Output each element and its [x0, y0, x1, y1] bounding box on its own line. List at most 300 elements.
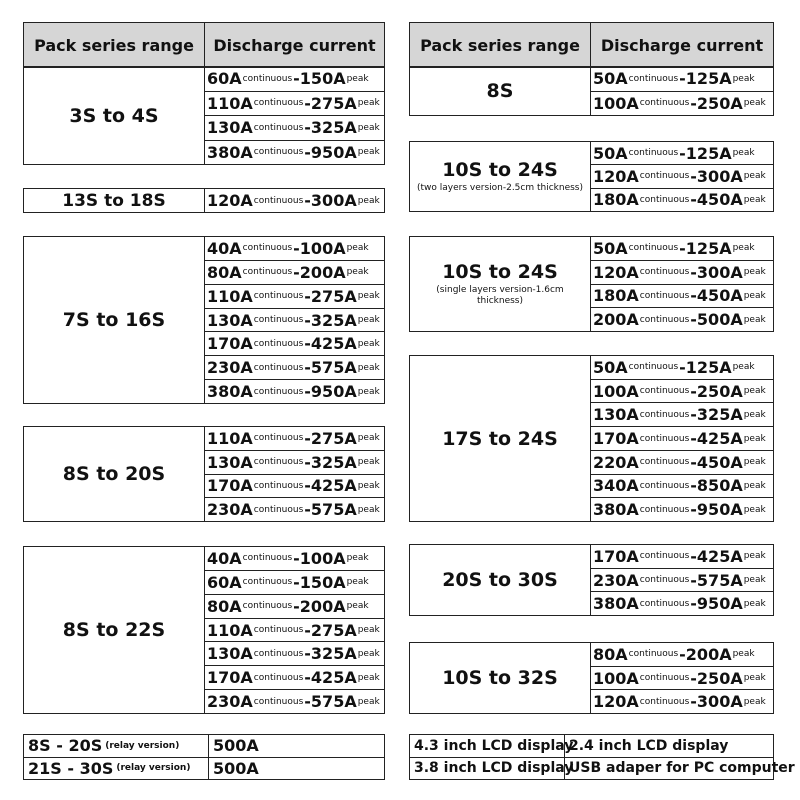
continuous-value: 100A	[593, 381, 639, 401]
dash: -	[304, 500, 311, 520]
relay-name-cell	[24, 758, 209, 780]
discharge-row	[205, 309, 384, 333]
discharge-row	[591, 237, 773, 261]
peak-label: peak	[357, 98, 380, 109]
continuous-label: continuous	[253, 147, 304, 158]
left-table-header	[23, 22, 385, 68]
discharge-row	[591, 690, 773, 713]
relay-row	[24, 758, 384, 780]
pack-series-note: (single layers version-1.6cm thickness)	[436, 285, 564, 306]
discharge-values	[591, 237, 773, 331]
peak-value: 125A	[685, 143, 732, 163]
dash: -	[690, 452, 697, 472]
left-group-3	[23, 236, 385, 404]
dash: -	[690, 381, 697, 401]
continuous-value: 80A	[207, 596, 242, 616]
discharge-row	[205, 261, 384, 285]
peak-value: 100A	[299, 238, 346, 258]
peak-label: peak	[357, 696, 380, 707]
dash: -	[690, 310, 697, 330]
dash: -	[304, 191, 311, 210]
left-group-5	[23, 546, 385, 714]
pack-series-cell	[24, 427, 205, 521]
peak-value: 150A	[299, 69, 346, 89]
peak-value: 275A	[310, 93, 357, 113]
pack-series-cell	[410, 237, 591, 331]
continuous-value: 50A	[593, 238, 628, 258]
dash: -	[304, 93, 311, 113]
relay-value: 500A	[213, 758, 259, 778]
discharge-values	[205, 67, 384, 164]
discharge-row	[205, 451, 384, 475]
continuous-label: continuous	[639, 314, 690, 325]
continuous-label: continuous	[242, 601, 293, 612]
peak-label: peak	[743, 551, 766, 562]
accessory-cell: 4.3 inch LCD display	[410, 735, 565, 757]
relay-note: (relay version)	[105, 740, 180, 751]
peak-value: 575A	[696, 570, 743, 590]
dash: -	[690, 166, 697, 186]
continuous-label: continuous	[628, 73, 679, 84]
continuous-value: 180A	[593, 190, 639, 210]
discharge-row	[205, 498, 384, 521]
peak-label: peak	[743, 290, 766, 301]
discharge-row	[205, 690, 384, 713]
discharge-row	[591, 67, 773, 92]
continuous-label: continuous	[639, 386, 690, 397]
discharge-row	[591, 451, 773, 475]
continuous-label: continuous	[242, 73, 293, 84]
pack-series-label: 13S to 18S	[62, 190, 166, 211]
continuous-label: continuous	[253, 338, 304, 349]
continuous-label: continuous	[639, 551, 690, 562]
discharge-row	[205, 475, 384, 499]
discharge-row	[205, 595, 384, 619]
dash: -	[679, 238, 686, 258]
right-group-2	[409, 141, 774, 212]
peak-value: 425A	[310, 476, 357, 496]
peak-value: 250A	[696, 93, 743, 113]
peak-label: peak	[743, 98, 766, 109]
continuous-value: 230A	[593, 570, 639, 590]
continuous-label: continuous	[253, 362, 304, 373]
dash: -	[690, 668, 697, 688]
peak-value: 300A	[696, 166, 743, 186]
peak-label: peak	[743, 673, 766, 683]
peak-value: 275A	[310, 620, 357, 640]
continuous-value: 120A	[593, 166, 639, 186]
discharge-row	[591, 403, 773, 427]
continuous-value: 110A	[207, 286, 253, 306]
dash: -	[690, 546, 697, 566]
dash: -	[293, 548, 300, 568]
continuous-label: continuous	[639, 194, 690, 205]
peak-value: 850A	[696, 476, 743, 496]
dash: -	[304, 358, 311, 378]
continuous-value: 170A	[207, 476, 253, 496]
relay-name-cell	[24, 735, 209, 757]
continuous-value: 130A	[207, 452, 253, 472]
continuous-value: 40A	[207, 238, 242, 258]
peak-value: 300A	[696, 262, 743, 282]
peak-label: peak	[357, 457, 380, 468]
continuous-value: 380A	[593, 500, 639, 520]
continuous-value: 170A	[207, 334, 253, 354]
peak-label: peak	[743, 267, 766, 278]
peak-value: 125A	[685, 357, 732, 377]
dash: -	[304, 118, 311, 138]
continuous-value: 220A	[593, 452, 639, 472]
relay-table	[23, 734, 385, 780]
peak-label: peak	[743, 386, 766, 397]
peak-value: 325A	[310, 452, 357, 472]
discharge-row	[591, 92, 773, 116]
relay-name: 8S - 20S	[28, 736, 103, 756]
continuous-value: 120A	[593, 692, 639, 712]
discharge-row	[591, 308, 773, 331]
discharge-row	[205, 356, 384, 380]
continuous-value: 380A	[207, 382, 253, 402]
pack-series-cell	[24, 189, 205, 212]
peak-label: peak	[357, 648, 380, 659]
dash: -	[690, 692, 697, 712]
peak-label: peak	[346, 73, 369, 84]
discharge-row	[205, 67, 384, 92]
discharge-values	[591, 67, 773, 115]
peak-label: peak	[743, 194, 766, 205]
continuous-label: continuous	[253, 122, 304, 133]
peak-label: peak	[346, 267, 369, 278]
left-group-2	[23, 188, 385, 213]
continuous-label: continuous	[639, 673, 690, 683]
continuous-label: continuous	[628, 148, 679, 159]
discharge-row	[205, 380, 384, 403]
continuous-label: continuous	[242, 577, 293, 588]
peak-value: 200A	[685, 644, 732, 664]
peak-value: 100A	[299, 548, 346, 568]
accessory-row	[410, 758, 795, 780]
dash: -	[304, 644, 311, 664]
peak-value: 450A	[696, 286, 743, 306]
peak-value: 500A	[696, 310, 743, 330]
accessory-cell: 2.4 inch LCD display	[569, 737, 729, 754]
peak-label: peak	[357, 386, 380, 397]
peak-label: peak	[732, 362, 755, 373]
continuous-value: 380A	[593, 594, 639, 614]
continuous-value: 230A	[207, 692, 253, 712]
peak-label: peak	[357, 291, 380, 302]
continuous-label: continuous	[639, 575, 690, 585]
dash: -	[690, 429, 697, 449]
right-header-discharge: Discharge current	[600, 35, 764, 55]
pack-series-cell	[410, 643, 591, 713]
dash: -	[293, 238, 300, 258]
discharge-row	[205, 547, 384, 571]
dash: -	[304, 620, 311, 640]
peak-value: 950A	[696, 594, 743, 614]
right-group-5	[409, 544, 774, 616]
peak-label: peak	[743, 409, 766, 420]
peak-value: 950A	[310, 382, 357, 402]
peak-label: peak	[346, 553, 369, 564]
continuous-label: continuous	[242, 243, 293, 254]
continuous-label: continuous	[628, 362, 679, 373]
right-group-6	[409, 642, 774, 714]
pack-series-label: 20S to 30S	[442, 569, 558, 591]
relay-row	[24, 735, 384, 758]
discharge-row	[591, 592, 773, 615]
discharge-row	[591, 165, 773, 188]
continuous-label: continuous	[628, 243, 679, 254]
peak-value: 275A	[310, 428, 357, 448]
discharge-row	[591, 380, 773, 404]
continuous-label: continuous	[253, 291, 304, 302]
peak-value: 325A	[310, 644, 357, 664]
pack-series-label: 10S to 32S	[442, 667, 558, 689]
discharge-row	[591, 498, 773, 521]
peak-label: peak	[743, 457, 766, 468]
continuous-label: continuous	[639, 433, 690, 444]
peak-value: 325A	[310, 118, 357, 138]
continuous-label: continuous	[253, 480, 304, 491]
right-group-1	[409, 66, 774, 116]
pack-series-cell	[410, 545, 591, 615]
dash: -	[304, 452, 311, 472]
dash: -	[679, 69, 686, 89]
discharge-row	[591, 356, 773, 380]
peak-label: peak	[732, 649, 755, 660]
dash: -	[690, 594, 697, 614]
continuous-value: 230A	[207, 500, 253, 520]
discharge-row	[591, 569, 773, 593]
peak-label: peak	[357, 195, 380, 206]
continuous-value: 110A	[207, 620, 253, 640]
right-group-4	[409, 355, 774, 522]
pack-series-note: (two layers version-2.5cm thickness)	[416, 183, 584, 193]
dash: -	[690, 570, 697, 590]
discharge-row	[591, 427, 773, 451]
continuous-value: 100A	[593, 668, 639, 688]
pack-series-cell	[410, 142, 591, 211]
right-header-pack-series: Pack series range	[410, 23, 591, 67]
peak-label: peak	[743, 480, 766, 491]
peak-value: 450A	[696, 452, 743, 472]
peak-label: peak	[357, 504, 380, 515]
discharge-row	[591, 643, 773, 667]
peak-value: 200A	[299, 262, 346, 282]
continuous-value: 110A	[207, 428, 253, 448]
continuous-label: continuous	[639, 696, 690, 707]
continuous-label: continuous	[253, 696, 304, 707]
continuous-value: 130A	[207, 310, 253, 330]
dash: -	[679, 644, 686, 664]
continuous-value: 100A	[593, 93, 639, 113]
right-table-header	[409, 22, 774, 68]
discharge-row	[591, 475, 773, 499]
continuous-label: continuous	[253, 386, 304, 397]
peak-value: 325A	[696, 405, 743, 425]
dash: -	[304, 428, 311, 448]
peak-label: peak	[357, 625, 380, 635]
peak-label: peak	[357, 480, 380, 491]
peak-value: 575A	[310, 358, 357, 378]
accessory-cell: 3.8 inch LCD display	[410, 758, 565, 780]
dash: -	[690, 405, 697, 425]
pack-series-cell	[410, 67, 591, 115]
continuous-value: 120A	[593, 262, 639, 282]
peak-label: peak	[732, 148, 755, 159]
discharge-values	[205, 427, 384, 521]
discharge-values	[591, 643, 773, 713]
dash: -	[293, 572, 300, 592]
pack-series-label: 17S to 24S	[442, 427, 558, 450]
peak-value: 575A	[310, 500, 357, 520]
peak-label: peak	[743, 696, 766, 707]
discharge-row	[205, 285, 384, 309]
peak-value: 250A	[696, 668, 743, 688]
discharge-row	[205, 189, 384, 212]
right-group-3	[409, 236, 774, 332]
pack-series-label: 10S to 24S	[442, 159, 558, 181]
pack-series-label: 8S to 22S	[62, 619, 166, 641]
discharge-row	[591, 667, 773, 691]
peak-value: 425A	[696, 546, 743, 566]
continuous-value: 380A	[207, 142, 253, 162]
continuous-value: 340A	[593, 476, 639, 496]
peak-label: peak	[357, 147, 380, 158]
discharge-row	[205, 427, 384, 451]
continuous-value: 230A	[207, 358, 253, 378]
continuous-value: 60A	[207, 572, 242, 592]
pack-series-label: 8S	[486, 80, 514, 102]
peak-value: 325A	[310, 310, 357, 330]
continuous-label: continuous	[253, 672, 304, 683]
left-header-pack-series: Pack series range	[24, 23, 205, 67]
pack-series-cell	[24, 67, 205, 164]
discharge-row	[205, 642, 384, 666]
left-header-discharge: Discharge current	[213, 35, 376, 55]
continuous-value: 170A	[593, 546, 639, 566]
continuous-label: continuous	[639, 504, 690, 515]
peak-value: 300A	[310, 191, 357, 210]
peak-value: 425A	[696, 429, 743, 449]
peak-label: peak	[732, 243, 755, 254]
peak-value: 950A	[696, 500, 743, 520]
pack-series-label: 7S to 16S	[62, 309, 166, 331]
peak-label: peak	[346, 243, 369, 254]
continuous-label: continuous	[639, 457, 690, 468]
dash: -	[304, 382, 311, 402]
discharge-row	[205, 92, 384, 117]
continuous-value: 110A	[207, 93, 253, 113]
peak-value: 300A	[696, 692, 743, 712]
continuous-label: continuous	[639, 598, 690, 609]
dash: -	[304, 692, 311, 712]
peak-label: peak	[743, 504, 766, 515]
continuous-label: continuous	[253, 504, 304, 515]
accessory-row	[410, 735, 773, 758]
peak-value: 450A	[696, 190, 743, 210]
continuous-value: 130A	[593, 405, 639, 425]
discharge-values	[205, 237, 384, 403]
discharge-values	[591, 142, 773, 211]
discharge-row	[205, 141, 384, 165]
peak-label: peak	[743, 171, 766, 182]
discharge-values	[205, 189, 384, 212]
peak-value: 950A	[310, 142, 357, 162]
dash: -	[293, 262, 300, 282]
pack-series-label: 8S to 20S	[62, 463, 166, 485]
discharge-row	[205, 666, 384, 690]
continuous-value: 130A	[207, 118, 253, 138]
continuous-value: 80A	[207, 262, 242, 282]
continuous-label: continuous	[253, 195, 304, 206]
peak-label: peak	[743, 314, 766, 325]
continuous-label: continuous	[639, 98, 690, 109]
pack-series-cell	[24, 237, 205, 403]
peak-label: peak	[743, 575, 766, 585]
continuous-label: continuous	[253, 433, 304, 444]
accessories-table	[409, 734, 795, 780]
peak-label: peak	[357, 315, 380, 325]
continuous-label: continuous	[639, 267, 690, 278]
continuous-label: continuous	[253, 98, 304, 109]
discharge-values	[591, 356, 773, 521]
continuous-value: 170A	[593, 429, 639, 449]
continuous-value: 50A	[593, 357, 628, 377]
discharge-row	[591, 545, 773, 569]
peak-label: peak	[357, 433, 380, 444]
discharge-values	[205, 547, 384, 713]
discharge-row	[205, 619, 384, 643]
peak-value: 200A	[299, 596, 346, 616]
continuous-value: 120A	[207, 191, 253, 210]
dash: -	[690, 262, 697, 282]
continuous-label: continuous	[639, 409, 690, 420]
dash: -	[304, 476, 311, 496]
pack-series-cell	[24, 547, 205, 713]
dash: -	[679, 143, 686, 163]
continuous-label: continuous	[628, 649, 679, 660]
left-group-4	[23, 426, 385, 522]
dash: -	[679, 357, 686, 377]
continuous-value: 80A	[593, 644, 628, 664]
discharge-row	[205, 571, 384, 595]
dash: -	[690, 286, 697, 306]
peak-label: peak	[743, 598, 766, 609]
continuous-value: 130A	[207, 644, 253, 664]
continuous-value: 60A	[207, 69, 242, 89]
peak-label: peak	[357, 338, 380, 349]
peak-value: 575A	[310, 692, 357, 712]
discharge-row	[205, 237, 384, 261]
peak-label: peak	[346, 601, 369, 612]
continuous-value: 170A	[207, 668, 253, 688]
dash: -	[304, 286, 311, 306]
continuous-label: continuous	[253, 315, 304, 325]
dash: -	[690, 476, 697, 496]
dash: -	[293, 69, 300, 89]
peak-label: peak	[357, 672, 380, 683]
continuous-label: continuous	[242, 267, 293, 278]
dash: -	[304, 310, 311, 330]
discharge-row	[591, 261, 773, 285]
pack-series-cell	[410, 356, 591, 521]
peak-value: 275A	[310, 286, 357, 306]
peak-label: peak	[357, 122, 380, 133]
continuous-value: 50A	[593, 69, 628, 89]
discharge-row	[591, 142, 773, 165]
